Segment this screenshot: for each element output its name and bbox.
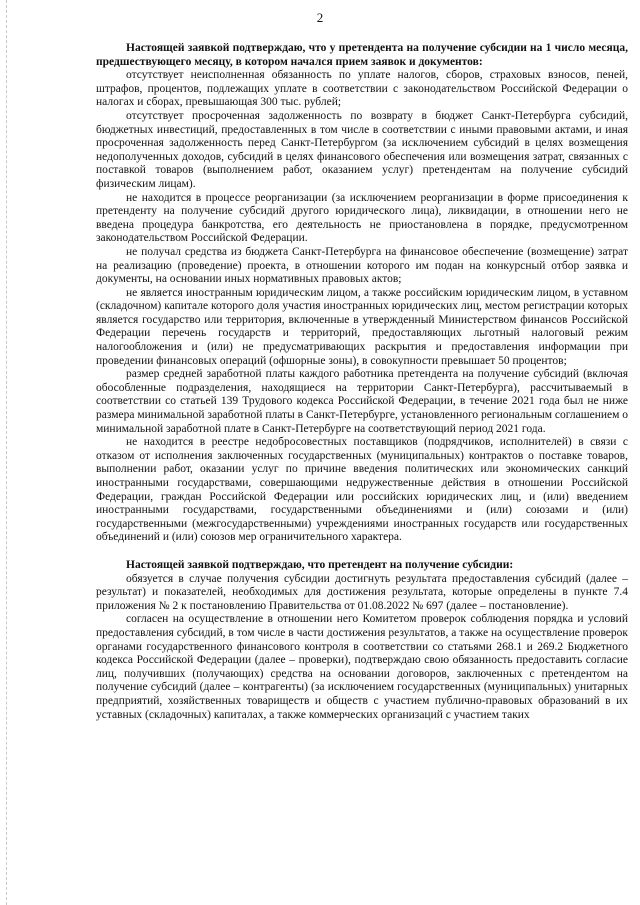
paragraph: размер средней заработной платы каждого работника претендента на получение субсидий (включая обособленные подразделения, находящиеся на территории Санкт-Петербурга), рассчитываемый в соответствии со статьей 139 Трудового кодекса Российской Федерации, в течение 2021 года был не ниже размера минимальной заработной платы в Санкт-Петербурге, установленного региональным соглашением о минимальной заработной плате в Санкт-Петербурге на соответствующий период 2021 года. <box>96 368 629 435</box>
paragraph: не находится в процессе реорганизации (за исключением реорганизации в форме присоединения к претенденту на получение субсидий другого юридического лица), ликвидации, в отношении него не введена процедура банкротства, его деятельность не приостановлена в порядке, предусмотренном законодательством Российской Федерации. <box>96 191 628 245</box>
paragraph: обязуется в случае получения субсидии достигнуть результата предоставления субсидий (далее – результат) и показателей, необходимых для достижения результата, которые определены в пункте 7.4 приложения № 2 к постановлению Правительства от 01.08.2022 № 697 (далее – постановление). <box>96 572 628 612</box>
paragraph: согласен на осуществление в отношении него Комитетом проверок соблюдения порядка и условий предоставления субсидий, в том числе в части достижения результатов, а также на осуществление проверок органами государственного финансового контроля в соответствии со статьями 268.1 и 269.2 Бюджетного кодекса Российской Федерации (далее – проверки), подтверждаю свою обязанность предоставить согласие лиц, получивших (получающих) средства на основании договоров, заключенных с претендентом на получение субсидий (далее – контрагенты) (за исключением государственных (муниципальных) унитарных предприятий, хозяйственных товариществ и обществ с участием публично-правовых образований в их уставных (складочных) капиталах, а также коммерческих организаций с участием таких <box>96 613 628 721</box>
paragraph: отсутствует неисполненная обязанность по уплате налогов, сборов, страховых взносов, пеней, штрафов, процентов, подлежащих уплате в соответствии с законодательством Российской Федерации о налогах и сборах, превышающая 300 тыс. рублей; <box>96 69 628 109</box>
paragraph: не находится в реестре недобросовестных поставщиков (подрядчиков, исполнителей) в связи с отказом от исполнения заключенных государственных (муниципальных) контрактов о поставке товаров, выполнении работ, оказании услуг по причине введения политических или экономических санкций иностранными государствами, совершающими недружественные действия в отношении Российской Федерации, граждан Российской Федерации или российских юридических лиц, и (или) введением иностранными государствами, государственными объединениями и (или) союзами и (или) государственными (межгосударственными) учреждениями иностранных государств или государственных объединений и (или) союзов мер ограничительного характера. <box>96 436 628 544</box>
paragraph: не является иностранным юридическим лицом, а также российским юридическим лицом, в уставном (складочном) капитале которого доля участия иностранных юридических лиц, местом регистрации которых является государство или территория, включенные в утвержденный Министерством финансов Российской Федерации перечень государств и территорий, предоставляющих льготный налоговый режим налогообложения и (или) не предусматривающих раскрытия и предоставления информации при проведении финансовых операций (офшорные зоны), в совокупности превышает 50 процентов; <box>96 286 628 367</box>
paragraph: отсутствует просроченная задолженность по возврату в бюджет Санкт-Петербурга субсидий, бюджетных инвестиций, предоставленных в том числе в соответствии с иными правовыми актами, и иная просроченная задолженность перед Санкт-Петербургом (за исключением субсидий в целях возмещения недополученных доходов, субсидий в целях финансового обеспечения или возмещения затрат, связанных с поставкой товаров (выполнением работ, оказанием услуг) претендентам на получение субсидий физическим лицам). <box>96 109 628 190</box>
section-heading: Настоящей заявкой подтверждаю, что у претендента на получение субсидии на 1 число месяца, предшествующего месяцу, в котором начался прием заявок и документов: <box>96 42 628 68</box>
section-heading: Настоящей заявкой подтверждаю, что претендент на получение субсидии: <box>126 558 514 571</box>
document-body <box>96 42 628 722</box>
scan-edge-line <box>6 0 7 905</box>
paragraph: не получал средства из бюджета Санкт-Петербурга на финансовое обеспечение (возмещение) затрат на реализацию (проведение) проекта, в отношении которого им подан на конкурсный отбор заявка и документы, на основании иных нормативных правовых актов; <box>96 245 628 286</box>
page-number: 2 <box>316 10 324 25</box>
